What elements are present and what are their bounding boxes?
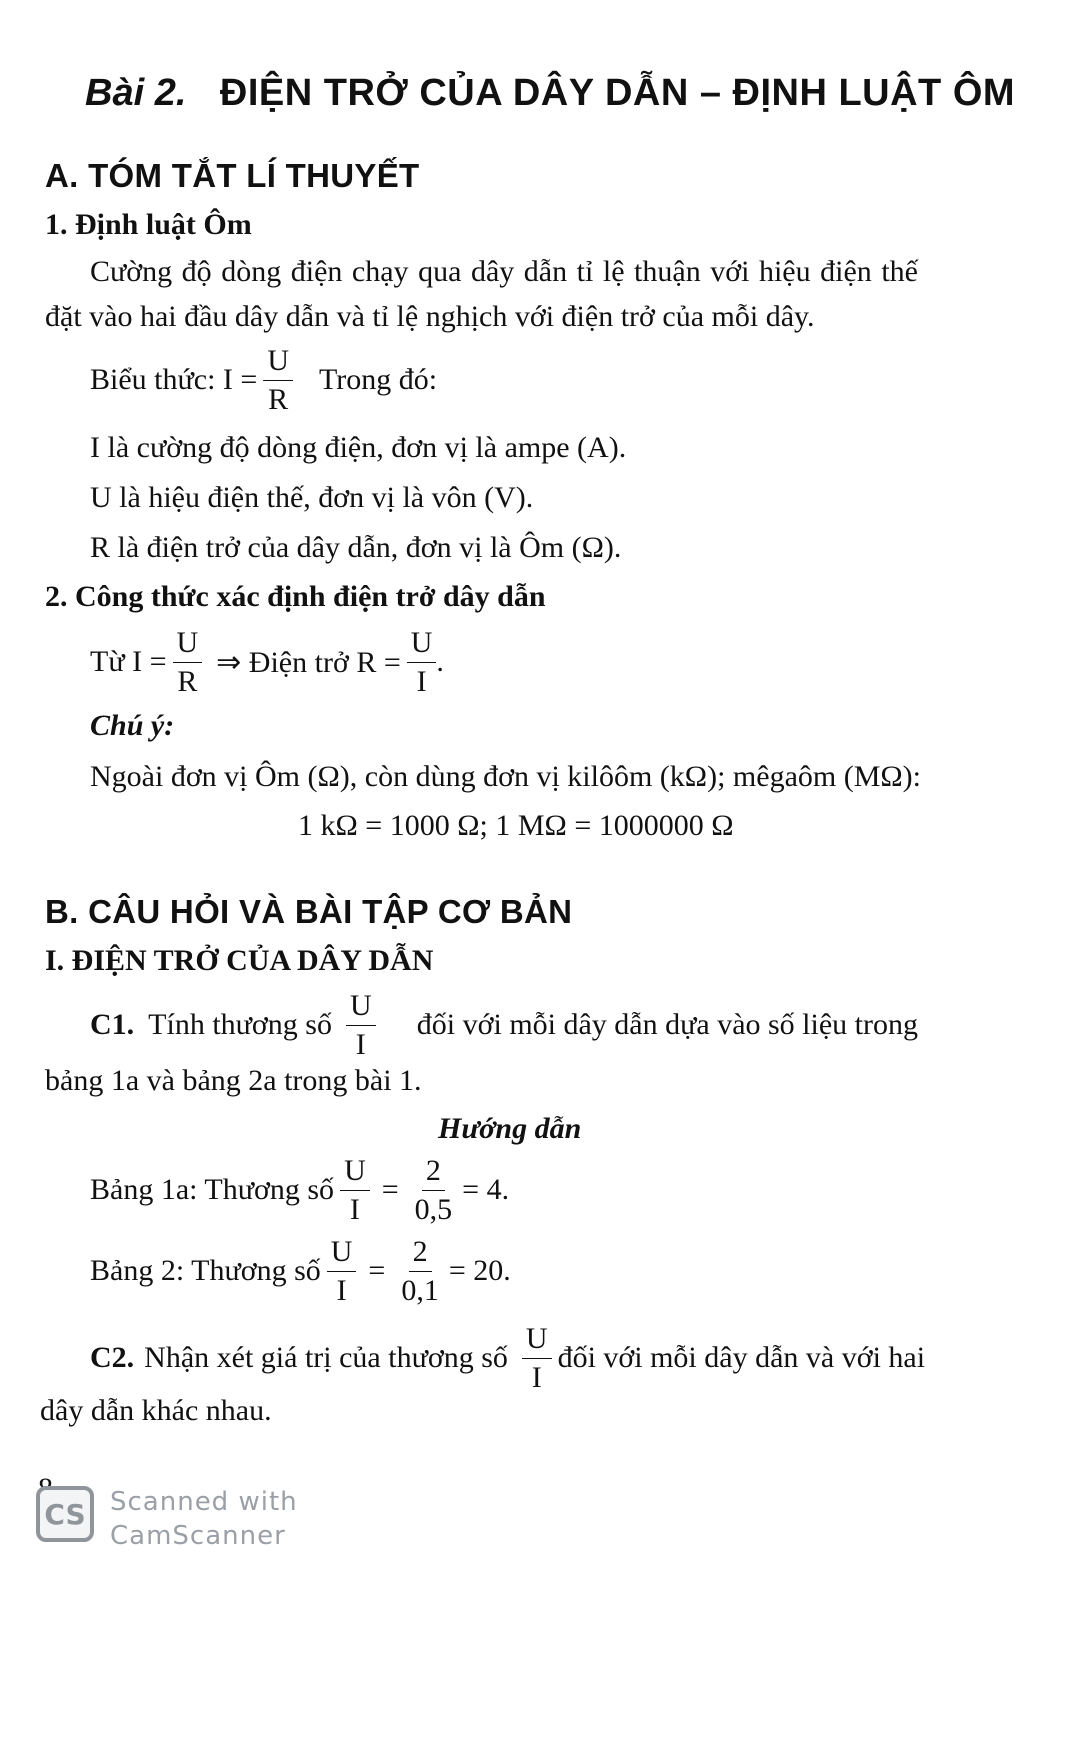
answer-1a-label: Bảng 1a: Thương số	[90, 1173, 335, 1206]
formula-fraction	[263, 345, 293, 415]
section-a-heading: A. TÓM TẮT LÍ THUYẾT	[45, 157, 420, 194]
camscanner-logo	[36, 1486, 94, 1542]
answer-1a-value	[411, 1155, 457, 1225]
question-c2-fraction-denominator: I	[531, 1360, 542, 1394]
formula-note: Trong đó:	[319, 363, 438, 396]
formula-label: Biểu thức: I =	[90, 363, 258, 396]
question-c1-fraction-numerator: U	[346, 990, 376, 1026]
lesson-title	[85, 72, 1015, 115]
question-c2-fraction-numerator: U	[522, 1323, 552, 1359]
formula-end: .	[436, 645, 444, 678]
answer-table-2	[90, 1236, 511, 1306]
guide-heading: Hướng dẫn	[438, 1112, 582, 1145]
definition-voltage: U là hiệu điện thế, đơn vị là vôn (V).	[90, 481, 534, 514]
answer-1a-ratio	[340, 1155, 370, 1225]
answer-1a-ratio-denominator: I	[349, 1192, 360, 1226]
current-fraction	[173, 627, 203, 697]
definition-resistance: R là điện trở của dây dẫn, đơn vị là Ôm (Ω).	[90, 531, 622, 564]
part2-heading: 2. Công thức xác định điện trở dây dẫn	[45, 580, 546, 613]
answer-1a-value-denominator: 0,5	[414, 1192, 453, 1226]
resistance-fraction-denominator: I	[416, 664, 427, 698]
part1-paragraph-line1: Cường độ dòng điện chạy qua dây dẫn tỉ lệ thuận với hiệu điện thế	[90, 255, 918, 288]
definition-current: I là cường độ dòng điện, đơn vị là ampe (A).	[90, 431, 627, 464]
part1-paragraph-line2: đặt vào hai đầu dây dẫn và tỉ lệ nghịch với điện trở của mỗi dây.	[45, 300, 815, 333]
answer-1a-ratio-numerator: U	[340, 1155, 370, 1191]
answer-2-label: Bảng 2: Thương số	[90, 1254, 321, 1287]
question-c1-line2: bảng 1a và bảng 2a trong bài 1.	[45, 1064, 422, 1097]
question-c1-text-before: Tính thương số	[148, 1008, 332, 1041]
question-c2-label: C2.	[90, 1341, 135, 1374]
note-text: Ngoài đơn vị Ôm (Ω), còn dùng đơn vị kilôôm (kΩ); mêgaôm (MΩ):	[90, 760, 922, 793]
formula-denominator: R	[268, 382, 289, 416]
question-c2-text-before: Nhận xét giá trị của thương số	[144, 1341, 508, 1374]
question-c2-line2: dây dẫn khác nhau.	[40, 1394, 272, 1427]
scanner-watermark-line1: Scanned with	[110, 1487, 298, 1517]
note-heading: Chú ý:	[90, 709, 175, 742]
answer-table-1a	[90, 1155, 509, 1225]
answer-2-result: = 20.	[448, 1254, 511, 1287]
answer-2-value	[397, 1236, 443, 1306]
answer-1a-equals: =	[381, 1173, 399, 1206]
question-c1-line1	[90, 990, 918, 1060]
part1-heading: 1. Định luật Ôm	[45, 208, 252, 241]
question-c1-label: C1.	[90, 1008, 135, 1041]
resistance-fraction	[407, 627, 437, 697]
camscanner-logo-text: CS	[44, 1497, 86, 1531]
question-c2-fraction	[522, 1323, 552, 1393]
answer-2-equals: =	[368, 1254, 386, 1287]
question-c1-fraction-denominator: I	[355, 1027, 366, 1061]
section-b-subheading: I. ĐIỆN TRỞ CỦA DÂY DẪN	[45, 944, 434, 977]
section-b-heading: B. CÂU HỎI VÀ BÀI TẬP CƠ BẢN	[45, 893, 573, 930]
question-c2-text-after: đối với mỗi dây dẫn và với hai	[557, 1341, 926, 1374]
answer-2-ratio	[327, 1236, 357, 1306]
current-fraction-denominator: R	[177, 664, 198, 698]
resistance-fraction-numerator: U	[407, 627, 437, 663]
current-fraction-numerator: U	[173, 627, 203, 663]
ohm-law-formula	[90, 345, 437, 415]
implies-text: ⇒ Điện trở R =	[216, 645, 401, 679]
lesson-number: Bài 2.	[85, 72, 187, 114]
formula-numerator: U	[263, 345, 293, 381]
scanner-watermark	[110, 1485, 298, 1553]
answer-2-ratio-denominator: I	[336, 1273, 347, 1307]
answer-1a-value-numerator: 2	[422, 1155, 445, 1191]
question-c2-line1	[90, 1322, 926, 1394]
answer-2-value-denominator: 0,1	[401, 1273, 439, 1307]
answer-2-value-numerator: 2	[409, 1236, 432, 1272]
question-c1-text-after: đối với mỗi dây dẫn dựa vào số liệu trong	[416, 1008, 918, 1041]
scanner-watermark-line2: CamScanner	[110, 1521, 286, 1551]
question-c1-fraction	[346, 990, 376, 1060]
from-label: Từ I =	[90, 645, 167, 678]
answer-2-ratio-numerator: U	[327, 1236, 357, 1272]
answer-1a-result: = 4.	[462, 1173, 510, 1206]
lesson-title-text: ĐIỆN TRỞ CỦA DÂY DẪN – ĐỊNH LUẬT ÔM	[219, 72, 1016, 114]
unit-conversion: 1 kΩ = 1000 Ω; 1 MΩ = 1000000 Ω	[298, 809, 734, 842]
resistance-formula	[90, 627, 444, 697]
